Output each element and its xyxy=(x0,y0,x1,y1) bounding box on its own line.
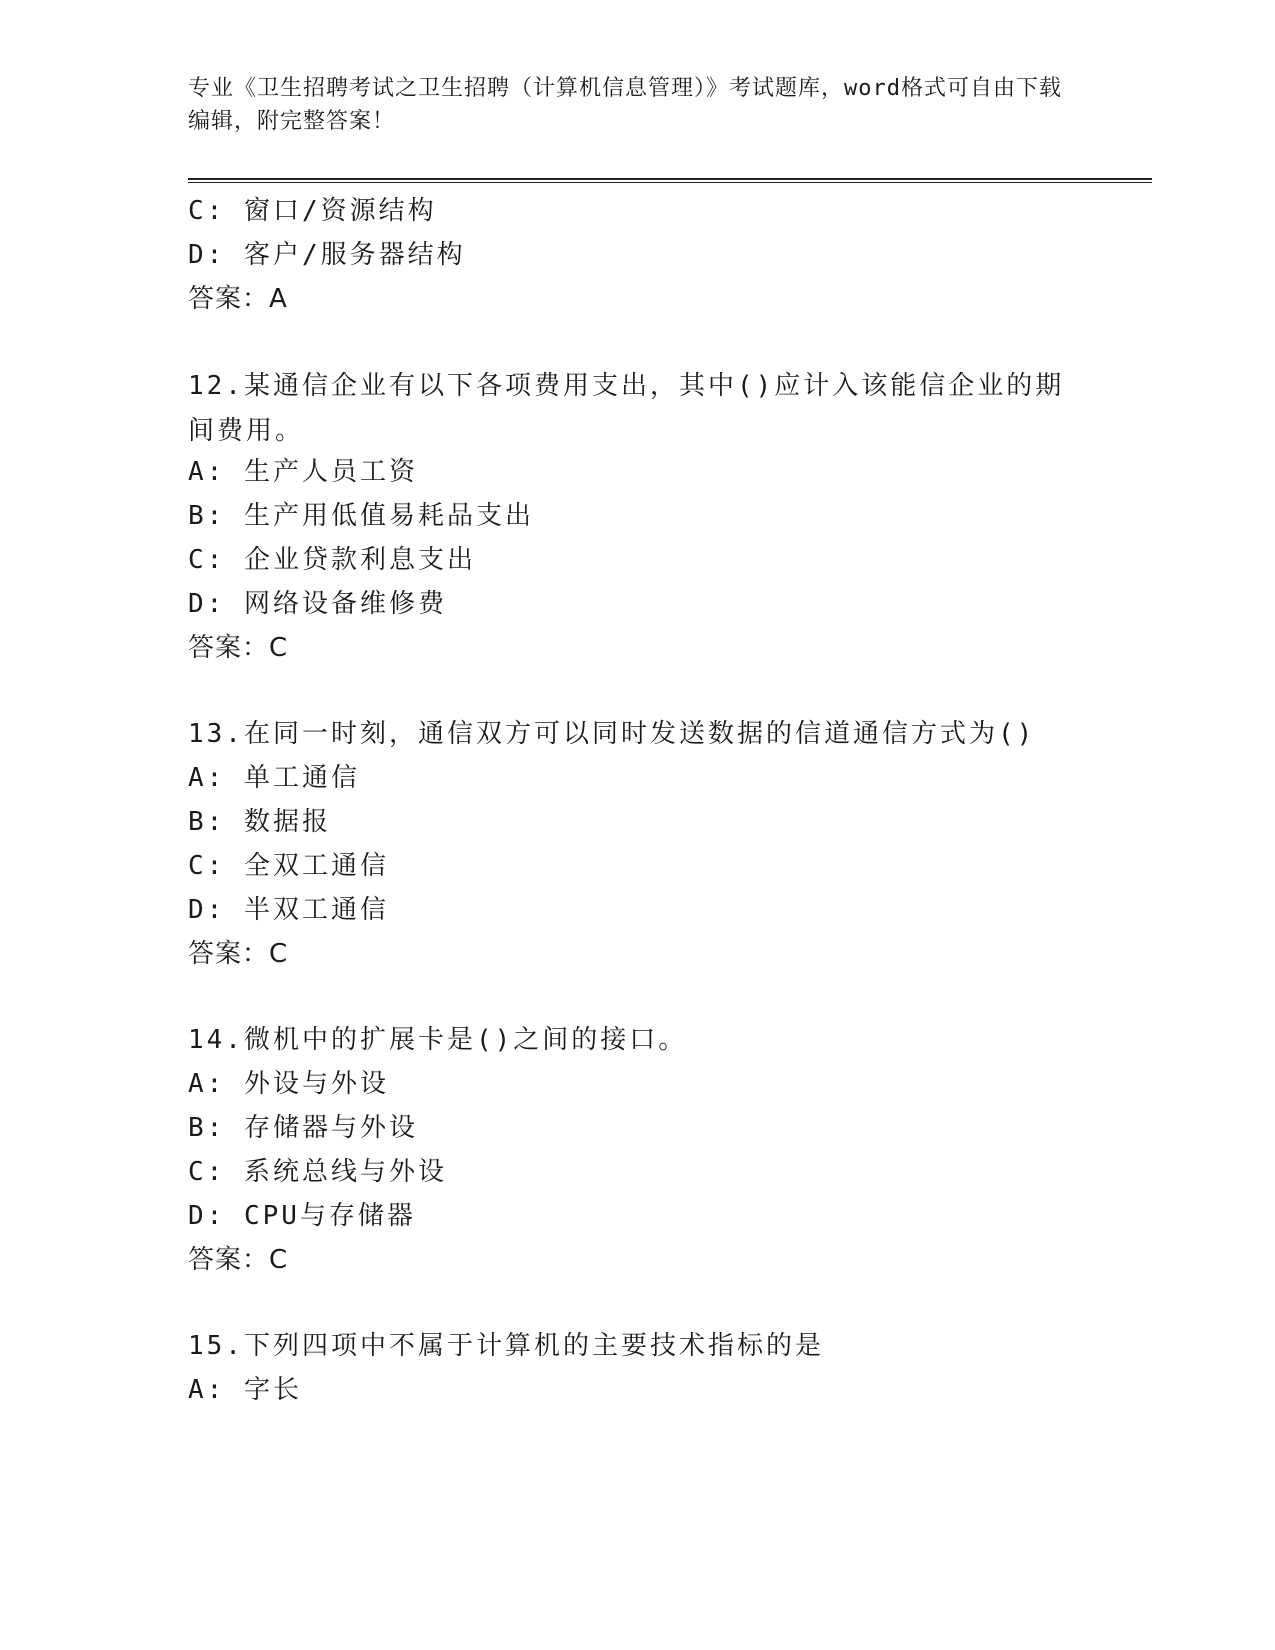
q14-answer: 答案：C xyxy=(188,1245,289,1275)
q14-stem: 14.微机中的扩展卡是()之间的接口。 xyxy=(188,1025,688,1055)
q13-option-b: B: 数据报 xyxy=(188,807,331,837)
q14-option-d: D: CPU与存储器 xyxy=(188,1201,416,1231)
q13-answer: 答案：C xyxy=(188,939,289,969)
q12-option-a: A: 生产人员工资 xyxy=(188,457,418,487)
q12-option-d: D: 网络设备维修费 xyxy=(188,589,447,619)
q12-option-c: C: 企业贷款利息支出 xyxy=(188,545,476,575)
q15-stem: 15.下列四项中不属于计算机的主要技术指标的是 xyxy=(188,1331,824,1361)
header-divider-thin xyxy=(188,182,1152,183)
q15-option-a: A: 字长 xyxy=(188,1375,302,1405)
q12-stem: 12.某通信企业有以下各项费用支出，其中()应计入该能信企业的期间费用。 xyxy=(188,371,1065,446)
q12-option-b: B: 生产用低值易耗品支出 xyxy=(188,501,534,531)
q14-option-a: A: 外设与外设 xyxy=(188,1069,389,1099)
q13-option-c: C: 全双工通信 xyxy=(188,851,389,881)
prev-answer: 答案：A xyxy=(188,284,288,314)
document-header: 专业《卫生招聘考试之卫生招聘（计算机信息管理）》考试题库，word格式可自由下载编辑，附完整答案！ xyxy=(188,76,1062,134)
prev-option-c: C: 窗口/资源结构 xyxy=(188,196,437,226)
q14-option-c: C: 系统总线与外设 xyxy=(188,1157,447,1187)
prev-option-d: D: 客户/服务器结构 xyxy=(188,240,466,270)
q12-answer: 答案：C xyxy=(188,633,289,663)
q13-option-a: A: 单工通信 xyxy=(188,763,360,793)
q13-option-d: D: 半双工通信 xyxy=(188,895,389,925)
q13-stem: 13.在同一时刻，通信双方可以同时发送数据的信道通信方式为() xyxy=(188,719,1036,749)
header-divider xyxy=(188,178,1152,180)
q14-option-b: B: 存储器与外设 xyxy=(188,1113,418,1143)
